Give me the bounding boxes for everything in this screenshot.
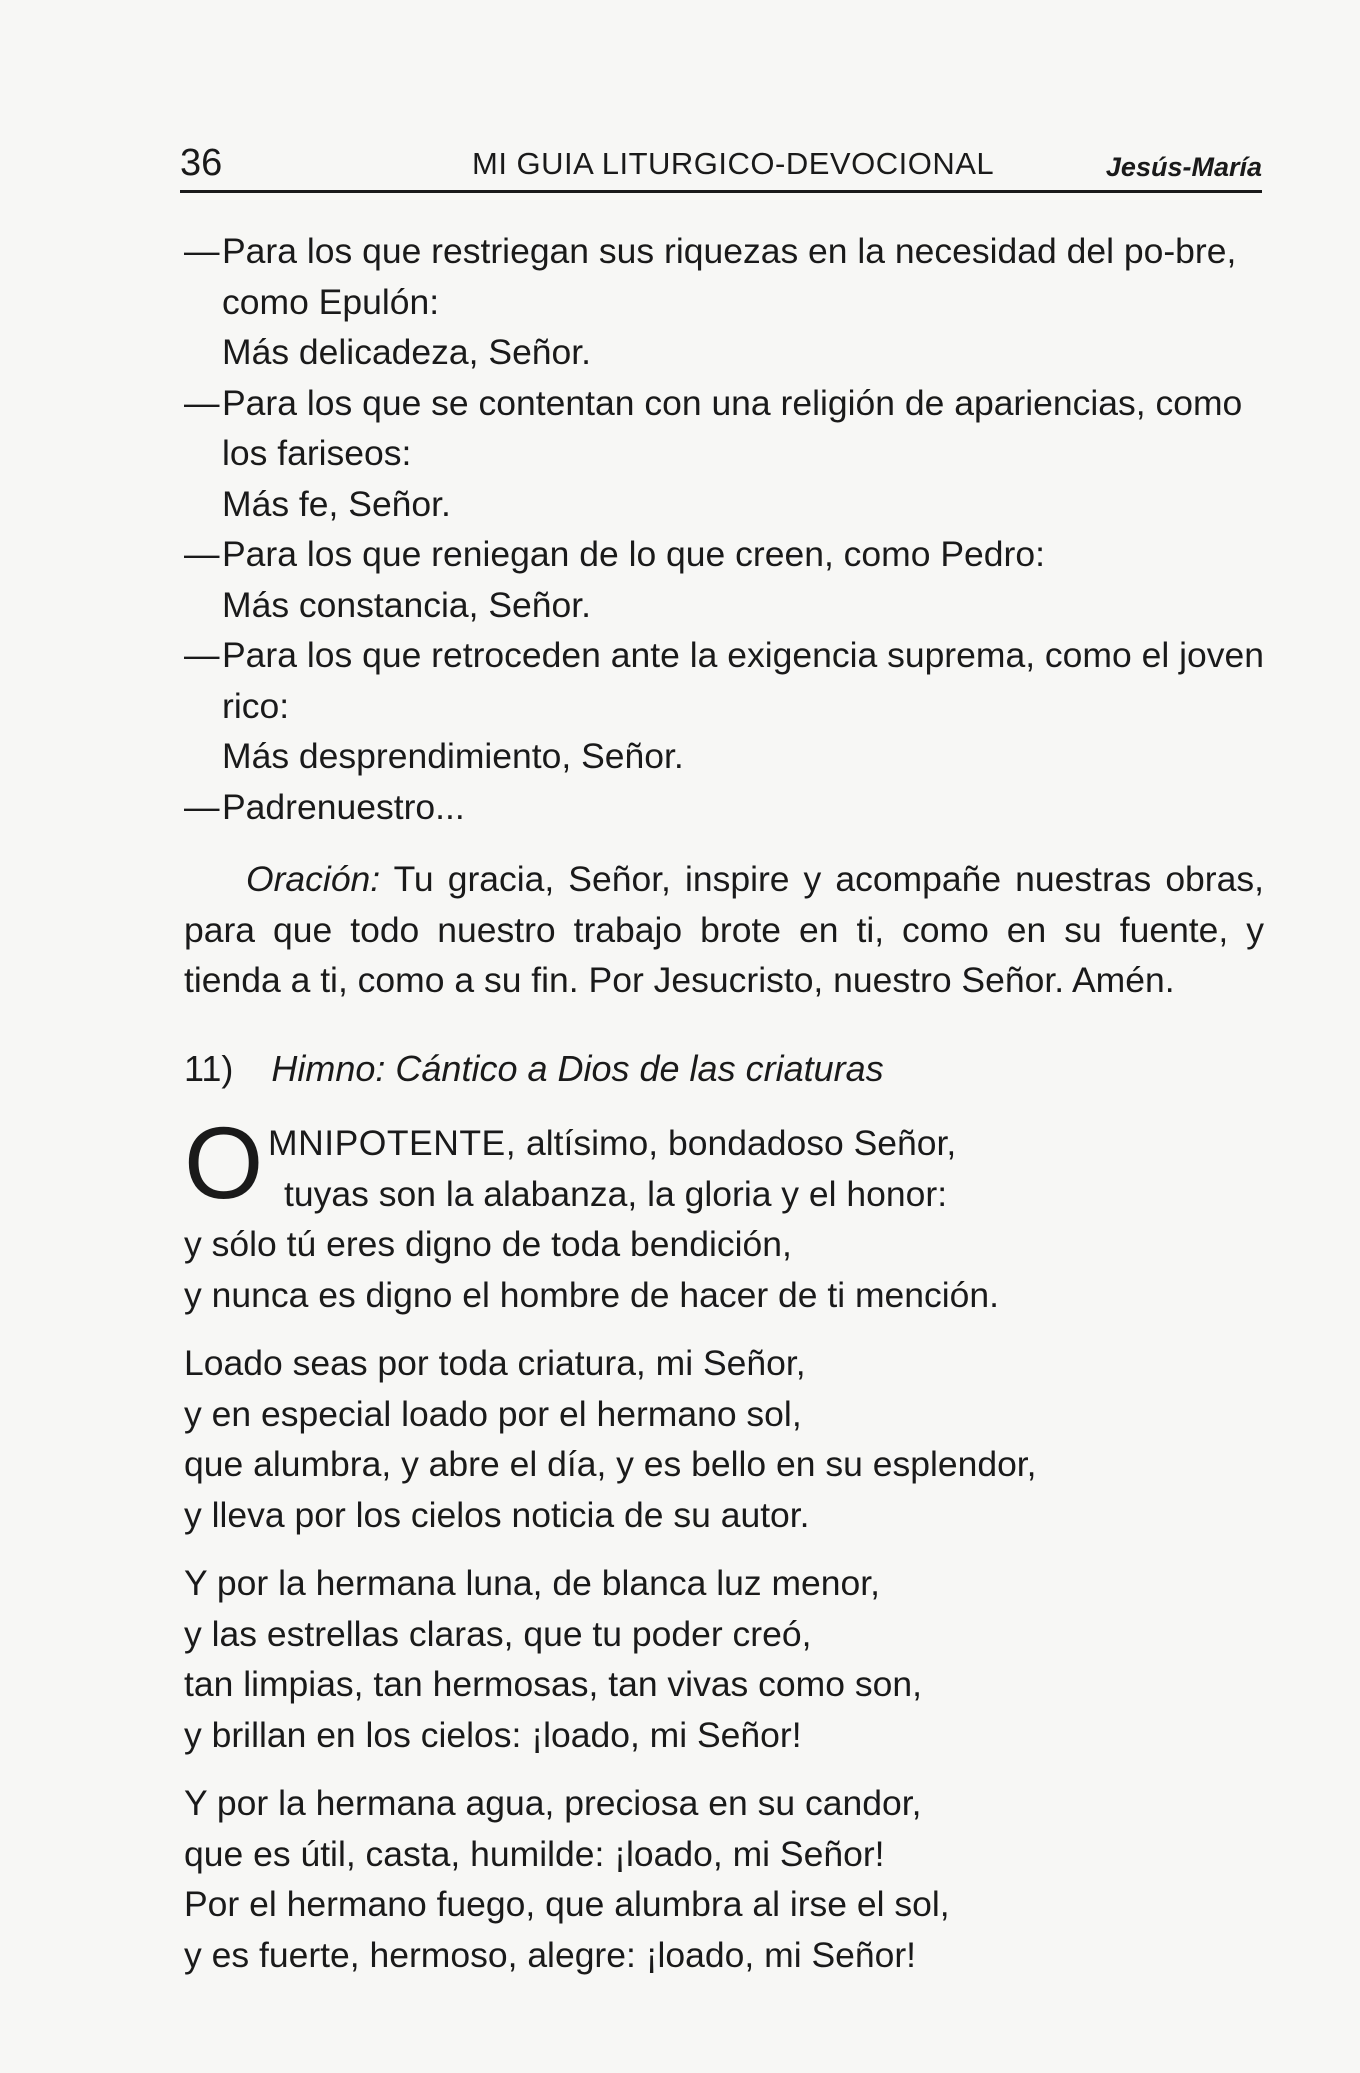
verse-line: y en especial loado por el hermano sol, <box>184 1393 802 1434</box>
closing-prayer <box>184 854 1264 1006</box>
verse-line: Y por la hermana luna, de blanca luz menor, <box>184 1563 880 1603</box>
hymn-stanza-3 <box>184 1558 1264 1760</box>
petition-item <box>184 226 1264 378</box>
hymn-stanza-4 <box>184 1778 1264 1980</box>
verse-line: que alumbra, y abre el día, y es bello en su esplendor, <box>184 1444 1037 1484</box>
petition-item <box>184 378 1264 530</box>
petition-response: Más constancia, Señor. <box>222 584 592 625</box>
running-right: Jesús-María <box>1105 152 1262 182</box>
running-title: MI GUIA LITURGICO-DEVOCIONAL <box>472 146 995 181</box>
verse-text: altísimo, bondadoso Señor, <box>525 1123 957 1163</box>
petition-item <box>184 529 1264 630</box>
hymn-number: 11) <box>184 1047 234 1089</box>
verse-line: Por el hermano fuego, que alumbra al irse el sol, <box>184 1884 950 1924</box>
hymn-stanza-1 <box>184 1106 1264 1320</box>
verse-line: y sólo tú eres digno de toda bendición, <box>184 1224 792 1264</box>
petition-dash: — <box>184 382 220 423</box>
petition-response: Más delicadeza, Señor. <box>222 332 592 372</box>
prayer-label: Oración: <box>246 859 381 899</box>
page-body <box>184 226 1264 1980</box>
verse-line: y brillan en los cielos: ¡loado, mi Señor! <box>184 1714 802 1755</box>
petition-item <box>184 782 1264 833</box>
petition-dash: — <box>184 534 220 574</box>
prayer-text: Tu gracia, Señor, inspire y acompañe nuestras obras, para que todo nuestro trabajo brote en ti, como en su fuente, y tienda a ti, como a su fin. Por Jesucristo, nuestro Señor. Amén. <box>184 859 1264 1000</box>
verse-line <box>184 1118 1264 1169</box>
petition-list <box>184 226 1264 832</box>
hymn-stanza-2 <box>184 1338 1264 1540</box>
petition-text: Padrenuestro... <box>222 786 465 827</box>
petition-response: Más fe, Señor. <box>222 483 451 524</box>
petition-dash: — <box>184 231 220 271</box>
petition-text: Para los que restriegan sus riquezas en la necesidad del po-bre, como Epulón: <box>222 231 1237 322</box>
verse-line: y es fuerte, hermoso, alegre: ¡loado, mi Señor! <box>184 1934 917 1975</box>
verse-line: y lleva por los cielos noticia de su autor. <box>184 1494 810 1535</box>
verse-line: y las estrellas claras, que tu poder creó, <box>184 1613 812 1654</box>
verse-line: tuyas son la alabanza, la gloria y el honor: <box>284 1173 948 1214</box>
drop-cap: O <box>184 1106 264 1220</box>
petition-item <box>184 630 1264 782</box>
verse-line: Loado seas por toda criatura, mi Señor, <box>184 1343 806 1383</box>
petition-text: Para los que retroceden ante la exigencia suprema, como el joven rico: <box>222 635 1264 726</box>
hymn-title: Himno: Cántico a Dios de las criaturas <box>271 1047 884 1089</box>
petition-dash: — <box>184 786 220 827</box>
hymn-heading <box>184 1044 1264 1095</box>
petition-text: Para los que se contentan con una religión de apariencias, como los fariseos: <box>222 382 1243 473</box>
page-number: 36 <box>180 142 223 184</box>
verse-line: que es útil, casta, humilde: ¡loado, mi Señor! <box>184 1833 885 1874</box>
petition-response: Más desprendimiento, Señor. <box>222 736 684 776</box>
verse-line: Y por la hermana agua, preciosa en su candor, <box>184 1783 922 1823</box>
verse-line: tan limpias, tan hermosas, tan vivas como son, <box>184 1664 922 1704</box>
petition-dash: — <box>184 635 220 675</box>
running-header <box>180 138 1262 193</box>
first-word: MNIPOTENTE, <box>268 1123 517 1163</box>
verse-line: y nunca es digno el hombre de hacer de ti mención. <box>184 1274 1000 1315</box>
petition-text: Para los que reniegan de lo que creen, como Pedro: <box>222 534 1045 574</box>
